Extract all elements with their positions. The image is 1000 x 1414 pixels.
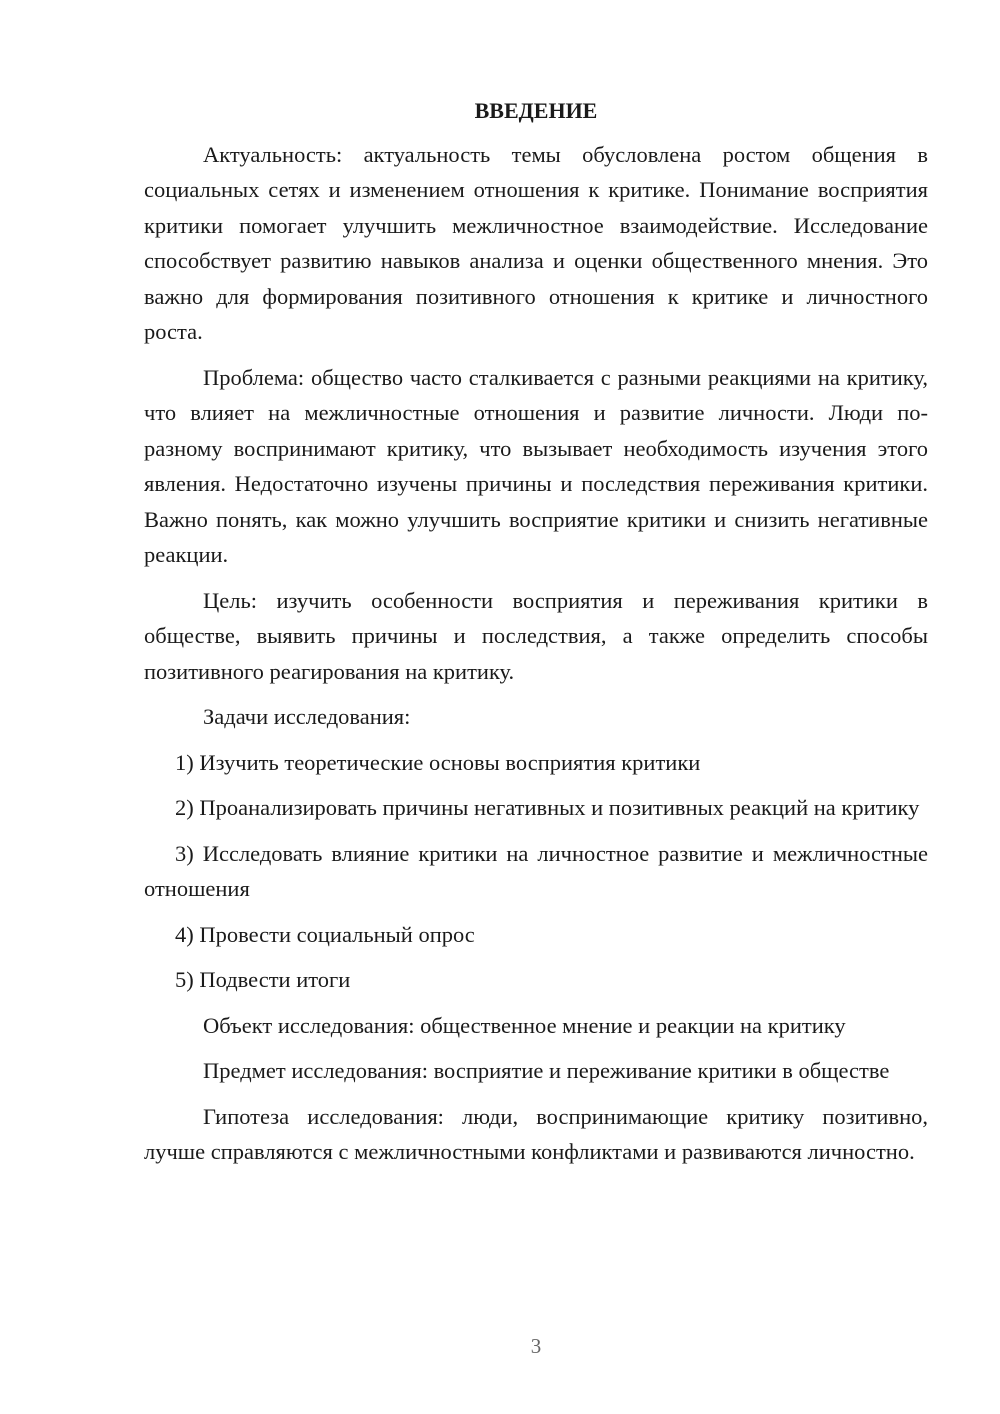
document-body — [144, 93, 928, 1170]
paragraph-relevance: Актуальность: актуальность темы обусловлена ростом общения в социальных сетях и изменением отношения к критике. Понимание восприятия критики помогает улучшить межличностное взаимодействие. Исследование способствует развитию навыков анализа и оценки общественного мнения. Это важно для формирования позитивного отношения к критике и личностного роста. — [144, 141, 928, 344]
task-item-3: 3) Исследовать влияние критики на личностное развитие и межличностные отношения — [144, 840, 928, 901]
task-item-5: 5) Подвести итоги — [175, 967, 351, 992]
paragraph-object: Объект исследования: общественное мнение и реакции на критику — [203, 1012, 846, 1038]
task-item-2: 2) Проанализировать причины негативных и позитивных реакций на критику — [175, 795, 920, 820]
page-number: 3 — [530, 1334, 542, 1358]
paragraph-hypothesis: Гипотеза исследования: люди, воспринимающие критику позитивно, лучше справляются с межличностными конфликтами и развиваются личностно. — [144, 1103, 928, 1164]
paragraph-subject: Предмет исследования: восприятие и переживание критики в обществе — [203, 1058, 890, 1083]
section-title: ВВЕДЕНИЕ — [474, 98, 598, 123]
paragraph-goal: Цель: изучить особенности восприятия и переживания критики в обществе, выявить причины и последствия, а также определить способы позитивного реагирования на критику. — [144, 587, 928, 684]
tasks-heading: Задачи исследования: — [203, 704, 411, 729]
task-item-1: 1) Изучить теоретические основы восприятия критики — [175, 749, 701, 775]
task-item-4: 4) Провести социальный опрос — [175, 921, 475, 947]
paragraph-problem: Проблема: общество часто сталкивается с разными реакциями на критику, что влияет на межличностные отношения и развитие личности. Люди по-разному воспринимают критику, что вызывает необходимость изучения этого явления. Недостаточно изучены причины и последствия переживания критики. Важно понять, как можно улучшить восприятие критики и снизить негативные реакции. — [144, 364, 928, 567]
